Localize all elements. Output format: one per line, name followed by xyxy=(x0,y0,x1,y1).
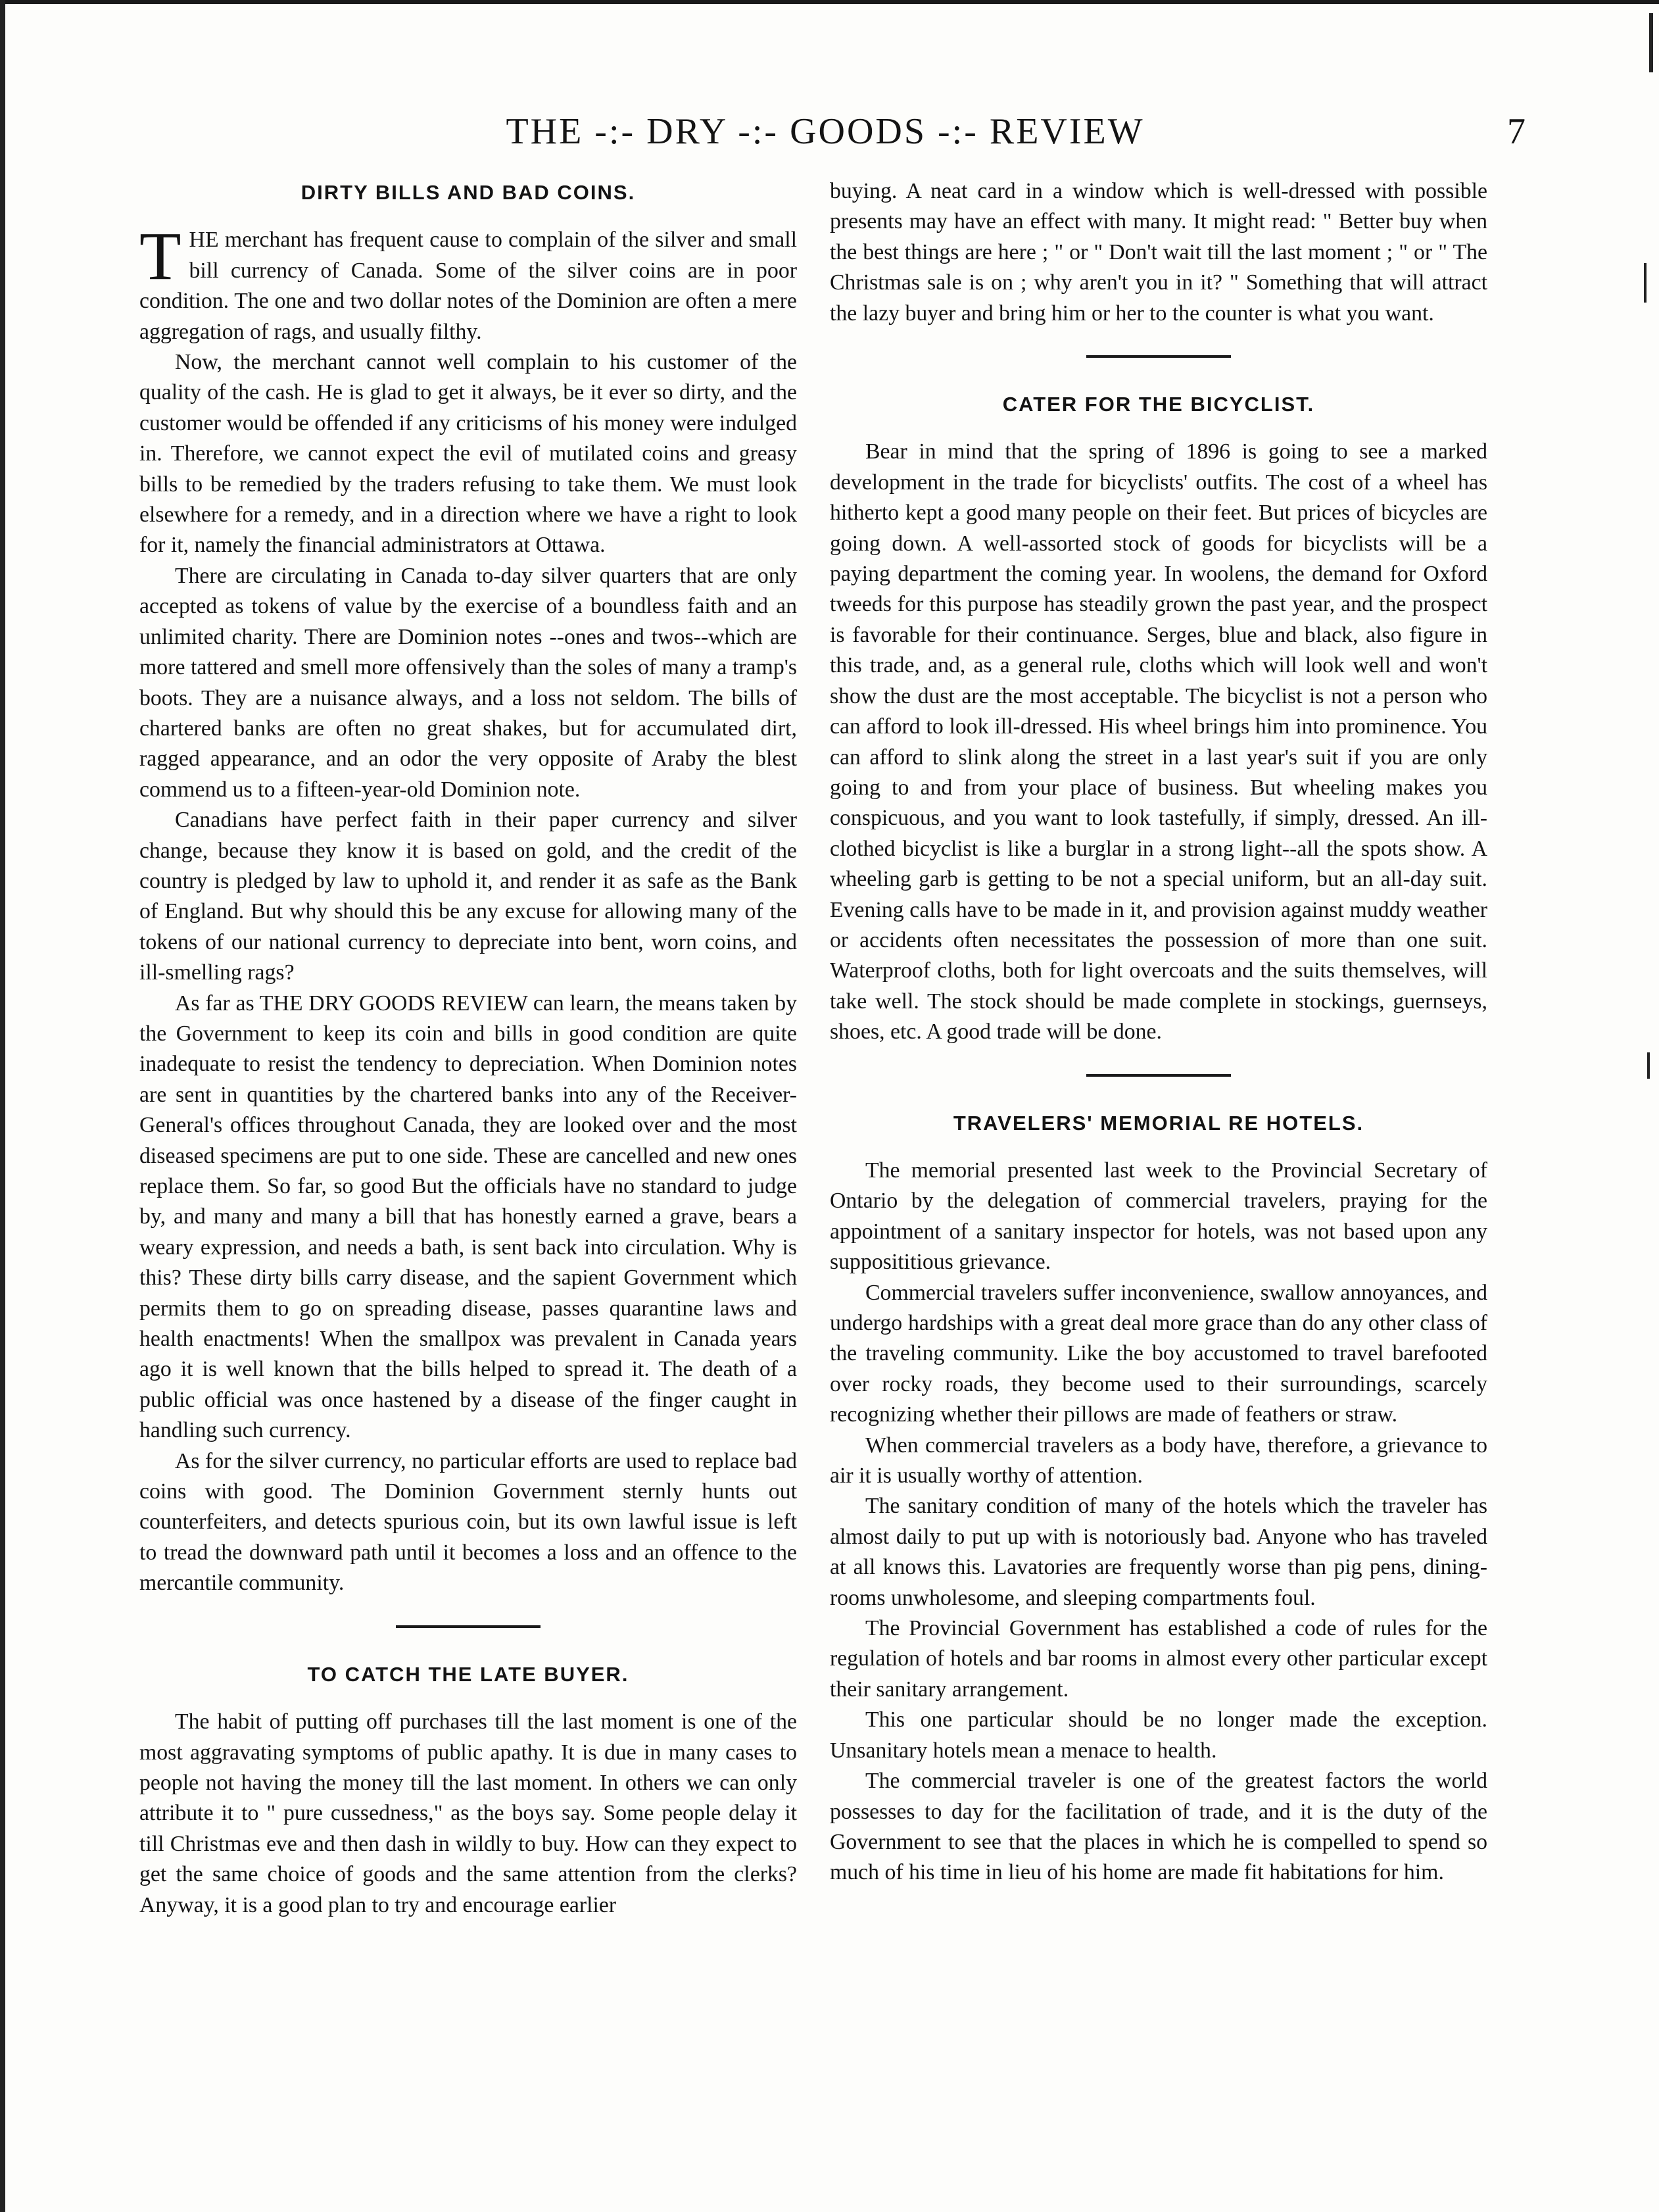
article-paragraph: When commercial travelers as a body have, therefore, a grievance to air it is usually worthy of attention. xyxy=(830,1433,1487,1488)
article-dirty-bills xyxy=(139,178,797,1599)
article-continuation: buying. A neat card in a window which is well-dressed with possible presents may have an effect with many. It might read: " Better buy when the best things are here ; " or " Don't wait till the last moment ; " or " The Christmas sale is on ; why aren't you in it? " Something that will attract the lazy buyer and bring him or her to the counter is what you want. xyxy=(830,179,1487,326)
article-paragraph: Now, the merchant cannot well complain to his customer of the quality of the cash. He is glad to get it always, be it ever so dirty, and the customer would be offended if any criticisms of his money were indulged in. Therefore, we cannot expect the evil of mutilated coins and greasy bills to be remedied by the traders refusing to take them. We must look elsewhere for a remedy, and in a direction where we have a right to look for it, namely the financial administrators at Ottawa. xyxy=(139,350,797,558)
article-paragraph: Bear in mind that the spring of 1896 is going to see a marked development in the trade for bicyclists' outfits. The cost of a wheel has hitherto kept a good many people on their feet. But prices of bicycles are going down. A well-assorted stock of goods for bicyclists will be a paying department the coming year. In woolens, the demand for Oxford tweeds for this purpose has steadily grown the past year, and the prospect is favorable for their continuance. Serges, blue and black, also figure in this trade, and, as a general rule, cloths which will look well and won't show the dust are the most acceptable. The bicyclist is not a person who can afford to look ill-dressed. His wheel brings him into prominence. You can afford to slink along the street in a last year's suit if you are only going to and from your place of business. But wheeling makes you conspicuous, and you want to look tastefully, if simply, dressed. An ill-clothed bicyclist is like a burglar in a strong light--all the spots show. A wheeling garb is getting to be not a special uniform, but an all-day suit. Evening calls have to be made in it, and provision against muddy weather or accidents often necessitates the possession of more than one suit. Waterproof cloths, both for light overcoats and the suits themselves, will take well. The stock should be made complete in stockings, guernseys, shoes, etc. A good trade will be done. xyxy=(830,439,1487,1045)
scan-artifact xyxy=(1649,13,1653,72)
section-divider xyxy=(1086,1074,1231,1077)
article-late-buyer xyxy=(139,1659,797,1921)
scan-artifact xyxy=(1647,1052,1650,1079)
page-left-edge xyxy=(0,0,5,2212)
article-bicyclist xyxy=(830,389,1487,1048)
scan-artifact xyxy=(1644,263,1647,303)
section-divider xyxy=(1086,355,1231,358)
article-paragraph: Canadians have perfect faith in their paper currency and silver change, because they know it is based on gold, and the credit of the country is pledged by law to uphold it, and render it as safe as the Bank of England. But why should this be any excuse for allowing many of the tokens of our national currency to depreciate into bent, worn coins, and ill-smelling rags? xyxy=(139,808,797,985)
article-paragraph: There are circulating in Canada to-day silver quarters that are only accepted as tokens of value by the exercise of a boundless faith and an unlimited charity. There are Dominion notes --ones and twos--which are more tattered and smell more offensively than the soles of many a tramp's boots. They are a nuisance always, and a loss not seldom. The bills of chartered banks are often no great shakes, but for accumulated dirt, ragged appearance, and an odor the very opposite of Araby the blest commend us to a fifteen-year-old Dominion note. xyxy=(139,563,797,802)
article-paragraph: The Provincial Government has established a code of rules for the regulation of hotels and bar rooms in almost every other particular except their sanitary arrangement. xyxy=(830,1616,1487,1702)
section-divider xyxy=(396,1625,541,1628)
drop-cap: T xyxy=(139,218,181,295)
article-paragraph: THE merchant has frequent cause to complain of the silver and small bill currency of Canada. Some of the silver coins are in poor condition. The one and two dollar notes of the Dominion are often a mere aggregation of rags, and usually filthy. xyxy=(139,218,797,344)
article-title: DIRTY BILLS AND BAD COINS. xyxy=(301,181,636,204)
running-head: THE -:- DRY -:- GOODS -:- REVIEW xyxy=(506,111,1145,152)
page-number: 7 xyxy=(1507,111,1526,152)
article-title: CATER FOR THE BICYCLIST. xyxy=(1002,393,1315,416)
article-paragraph: The memorial presented last week to the Provincial Secretary of Ontario by the delegation of commercial travelers, praying for the appointment of a sanitary inspector for hotels, was not based upon any supposititious grievance. xyxy=(830,1158,1487,1275)
article-title: TO CATCH THE LATE BUYER. xyxy=(307,1662,629,1686)
article-paragraph: The sanitary condition of many of the hotels which the traveler has almost daily to put up with is notoriously bad. Anyone who has traveled at all knows this. Lavatories are frequently worse than pig pens, dining-rooms unwholesome, and sleeping compartments foul. xyxy=(830,1494,1487,1610)
page-header xyxy=(125,111,1526,163)
article-paragraph: As far as THE DRY GOODS REVIEW can learn, the means taken by the Government to keep its coin and bills in good condition are quite inadequate to resist the tendency to depreciation. When Dominion notes are sent in quantities by the chartered banks into any of the Receiver-General's offices throughout Canada, they are looked over and the most diseased specimens are put to one side. These are cancelled and new ones replace them. So far, so good But the officials have no standard to judge by, and many and many a bill that has honestly earned a grave, bears a weary expression, and needs a bath, is sent back into circulation. Why is this? These dirty bills carry disease, and the sapient Government which permits them to go on spreading disease, passes quarantine laws and health enactments! When the smallpox was prevalent in Canada years ago it is well known that the bills helped to spread it. The death of a public official was once hastened by a disease of the finger caught in handling such currency. xyxy=(139,991,797,1443)
page-top-edge xyxy=(0,0,1659,4)
article-paragraph: This one particular should be no longer made the exception. Unsanitary hotels mean a menace to health. xyxy=(830,1708,1487,1763)
article-paragraph: Commercial travelers suffer inconvenience, swallow annoyances, and undergo hardships with a great deal more grace than do any other class of the traveling community. Like the boy accustomed to travel barefooted over rocky roads, they become used to their surroundings, scarcely recognizing whether their pillows are made of feathers or straw. xyxy=(830,1280,1487,1427)
article-paragraph: The habit of putting off purchases till the last moment is one of the most aggravating symptoms of public apathy. It is due in many cases to people not having the money till the last moment. In others we can only attribute it to " pure cussedness," as the boys say. Some people delay it till Christmas eve and then dash in wildly to buy. How can they expect to get the same choice of goods and the same attention from the clerks? Anyway, it is a good plan to try and encourage earlier xyxy=(139,1709,797,1917)
article-paragraph: The commercial traveler is one of the greatest factors the world possesses to day for the facilitation of trade, and it is the duty of the Government to see that the places in which he is compelled to spend so much of his time in lieu of his home are made fit habitations for him. xyxy=(830,1769,1487,1885)
article-paragraph: As for the silver currency, no particular efforts are used to replace bad coins with good. The Dominion Government sternly hunts out counterfeiters, and detects spurious coin, but its own lawful issue is left to tread the downward path until it becomes a loss and an offence to the mercantile community. xyxy=(139,1448,797,1596)
left-column xyxy=(139,176,797,1921)
article-title: TRAVELERS' MEMORIAL RE HOTELS. xyxy=(953,1111,1364,1135)
article-travelers-memorial xyxy=(830,1108,1487,1888)
right-column xyxy=(830,176,1487,1888)
